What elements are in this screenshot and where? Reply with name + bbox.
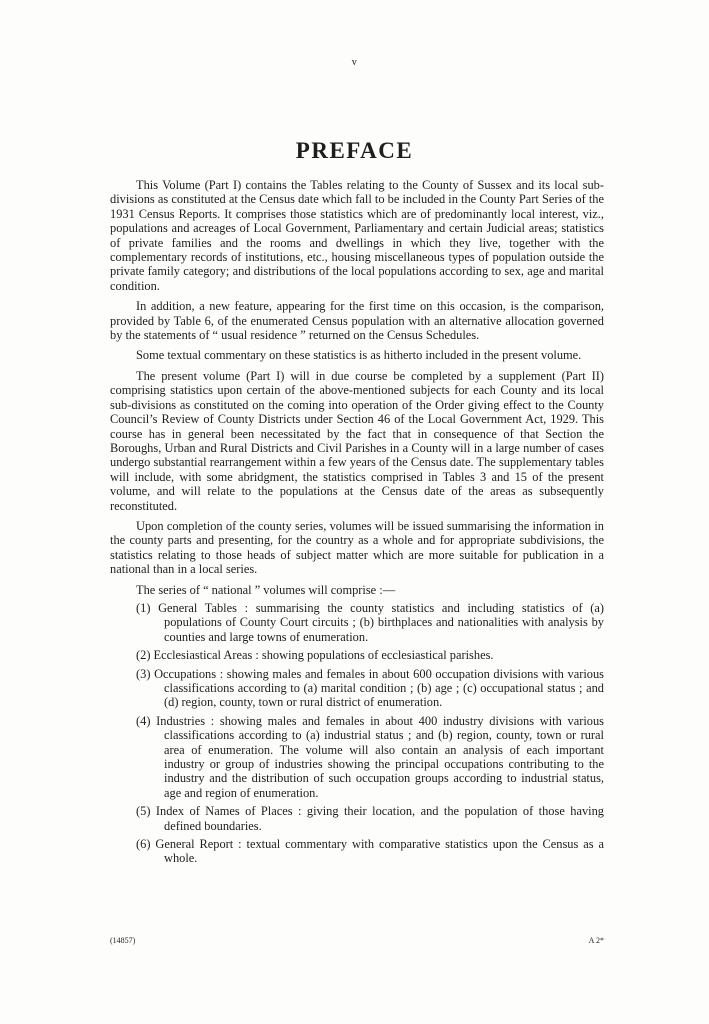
list-item: (5) Index of Names of Places : giving their location, and the population of those having defined boundaries. (136, 804, 604, 833)
paragraph: This Volume (Part I) contains the Tables relating to the County of Sussex and its local sub-divisions as constituted at the Census date which fall to be included in the County Part Series of the 1931 Census Reports. It comprises those statistics which are of predominantly local interest, viz., populations and acreages of Local Government, Parliamentary and certain Judicial areas; statistics of private families and the rooms and dwellings in which they live, together with the complementary records of institutions, etc., housing miscellaneous types of population outside the private family category; and distributions of the local populations according to sex, age and marital condition. (110, 178, 604, 293)
paragraph: The present volume (Part I) will in due course be completed by a supplement (Part II) comprising statistics upon certain of the above-mentioned subjects for each County and its local sub-divisions as constituted on the coming into operation of the Order giving effect to the County Council’s Review of County Districts under Section 46 of the Local Government Act, 1929. This course has in general been necessitated by the fact that in consequence of that Section the Boroughs, Urban and Rural Districts and Civil Parishes in a County will in a large number of cases undergo substantial rearrangement within a few years of the Census date. The supplementary tables will include, with some abridgment, the statistics comprised in Tables 3 and 15 of the present volume, and will relate to the populations at the Census date of the areas as subsequently reconstituted. (110, 368, 604, 513)
signature-mark: A 2* (588, 936, 604, 945)
paragraph: Some textual commentary on these statistics is as hitherto included in the present volume. (136, 348, 582, 363)
volume-list (110, 601, 604, 866)
list-intro: The series of “ national ” volumes will comprise :— (136, 582, 396, 597)
list-item: (6) General Report : textual commentary with comparative statistics upon the Census as a whole. (136, 837, 604, 866)
list-item: (2) Ecclesiastical Areas : showing populations of ecclesiastical parishes. (136, 648, 494, 663)
document-body (110, 178, 604, 870)
page-title: PREFACE (295, 138, 414, 163)
list-item: (4) Industries : showing males and females in about 400 industry divisions with various classifications according to (a) industrial status ; and (b) region, county, town or rural area of enumeration. The volume will also contain an analysis of each important industry or group of industries showing the principal occupations contributing to the industry and the distribution of such occupation groups according to industrial status, age and region of enumeration. (136, 713, 604, 800)
paragraph: In addition, a new feature, appearing for the first time on this occasion, is the comparison, provided by Table 6, of the enumerated Census population with an alternative allocation governed by the statements of “ usual residence ” returned on the Census Schedules. (110, 299, 604, 343)
page-number: v (351, 57, 358, 68)
list-item: (1) General Tables : summarising the county statistics and including statistics of (a) populations of County Court circuits ; (b) birthplaces and nationalities with analysis by counties and large towns of enumeration. (136, 600, 604, 644)
list-item: (3) Occupations : showing males and females in about 600 occupation divisions with various classifications according to (a) marital condition ; (b) age ; (c) occupational status ; and (d) region, county, town or rural district of enumeration. (136, 666, 604, 710)
print-code: (14857) (110, 936, 136, 945)
paragraph: Upon completion of the county series, volumes will be issued summarising the information in the county parts and presenting, for the country as a whole and for appropriate subdivisions, the statistics relating to those heads of subject matter which are more suitable for publication in a national than in a local series. (110, 518, 604, 577)
